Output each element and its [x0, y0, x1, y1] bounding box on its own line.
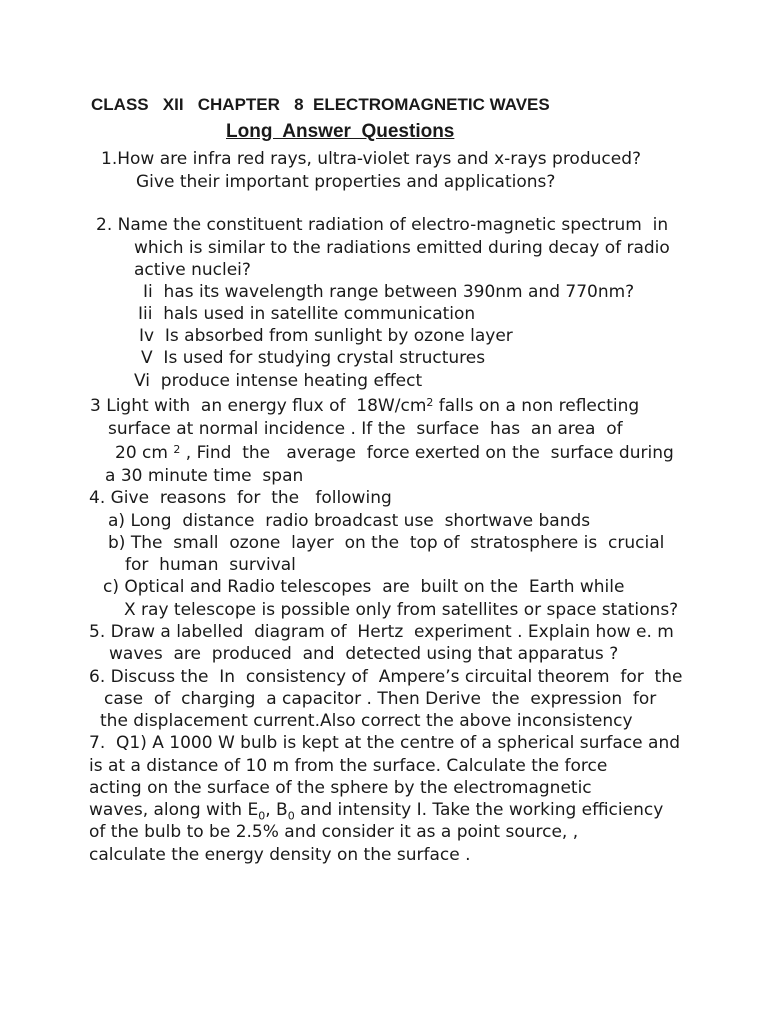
q4-item-b-cont: for human survival — [125, 555, 296, 575]
q7-line-6: calculate the energy density on the surface . — [89, 845, 471, 865]
q2-line-2: which is similar to the radiations emitted during decay of radio — [134, 238, 670, 258]
q2-line-3: active nuclei? — [134, 260, 251, 280]
q6-line-3: the displacement current.Also correct the above inconsistency — [100, 711, 633, 731]
q5-line-2: waves are produced and detected using that apparatus ? — [109, 644, 619, 664]
q4-item-a: a) Long distance radio broadcast use shortwave bands — [108, 511, 591, 531]
q7-line-4: waves, along with $E_0$, $B_0$ and intensity I. Take the working efficiency — [89, 800, 664, 823]
q6-line-1: 6. Discuss the In consistency of Ampere’s circuital theorem for the — [89, 667, 683, 687]
q5-line-1: 5. Draw a labelled diagram of Hertz experiment . Explain how e. m — [89, 622, 674, 642]
b0-subscript: 0 — [287, 809, 295, 823]
q7-line-5: of the bulb to be 2.5% and consider it as a point source, , — [89, 822, 579, 842]
q7-line-2: is at a distance of 10 m from the surface. Calculate the force — [89, 756, 608, 776]
q4-item-b: b) The small ozone layer on the top of stratosphere is crucial — [108, 533, 665, 553]
q3-line-3: 20 cm $^2$ , Find the average force exerted on the surface during — [115, 443, 674, 463]
q6-line-2: case of charging a capacitor . Then Derive the expression for — [104, 689, 657, 709]
q7-line-1: 7. Q1) A 1000 W bulb is kept at the centre of a spherical surface and — [89, 733, 681, 753]
section-heading: Long Answer Questions — [226, 121, 455, 142]
q3-superscript-1: 2 — [426, 396, 434, 409]
q2-line-1: 2. Name the constituent radiation of electro-magnetic spectrum in — [96, 215, 669, 235]
q2-item-ii: Ii has its wavelength range between 390nm and 770nm? — [143, 282, 635, 302]
q4-item-c: c) Optical and Radio telescopes are built on the Earth while — [103, 577, 625, 597]
q3-superscript-2: 2 — [173, 443, 181, 456]
class-heading: CLASS XII CHAPTER 8 ELECTROMAGNETIC WAVES — [91, 95, 550, 114]
q4-item-c-cont: X ray telescope is possible only from satellites or space stations? — [124, 600, 679, 620]
q1-line-1: 1.How are infra red rays, ultra-violet rays and x-rays produced? — [101, 149, 642, 169]
e0-subscript: 0 — [258, 809, 266, 823]
q3-line-2: surface at normal incidence . If the surface has an area of — [108, 419, 623, 439]
q2-item-v: V Is used for studying crystal structures — [141, 348, 486, 368]
q3-line-4: a 30 minute time span — [105, 466, 304, 486]
q1-line-2: Give their important properties and applications? — [136, 172, 556, 192]
q2-item-iii: Iii hals used in satellite communication — [138, 304, 476, 324]
q7-line-3: acting on the surface of the sphere by the electromagnetic — [89, 778, 592, 798]
q2-item-iv: Iv Is absorbed from sunlight by ozone layer — [139, 326, 513, 346]
q2-item-vi: Vi produce intense heating effect — [134, 371, 423, 391]
q3-line-1: 3 Light with an energy flux of $18W/cm^2$ falls on a non reflecting — [90, 396, 640, 416]
q4-line-1: 4. Give reasons for the following — [89, 488, 392, 508]
